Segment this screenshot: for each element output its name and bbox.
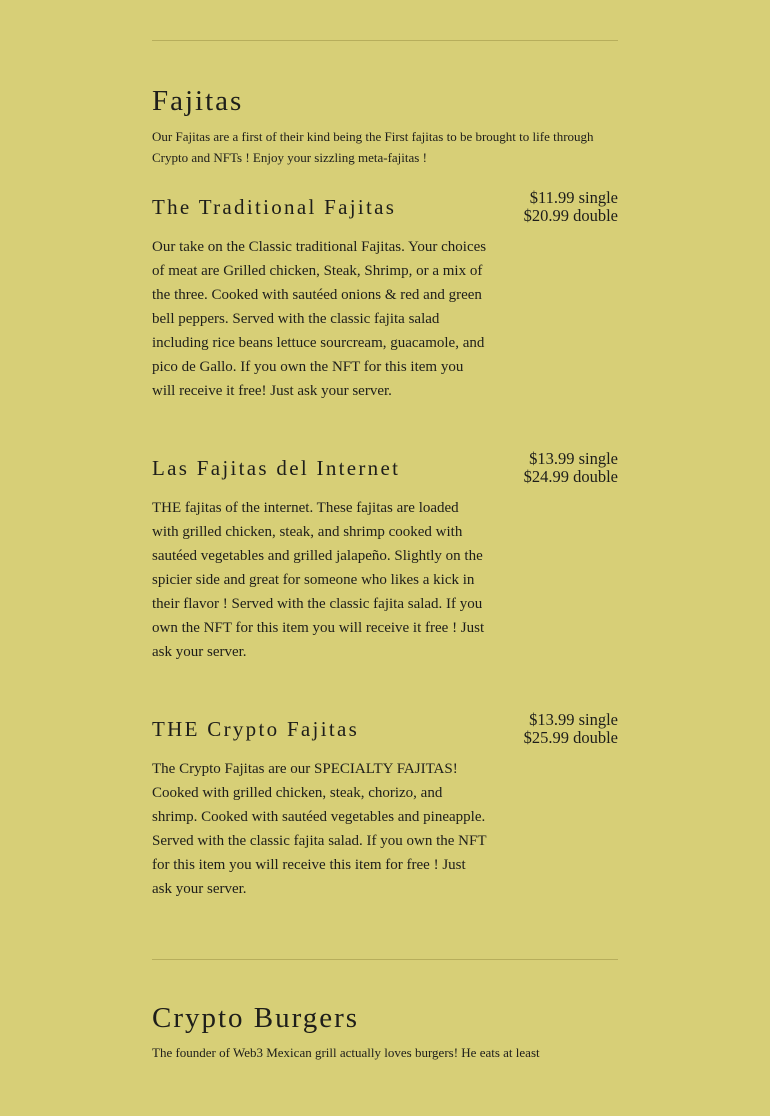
menu-item-prices bbox=[524, 189, 618, 225]
menu-item-prices bbox=[524, 450, 618, 486]
menu-item-traditional-fajitas bbox=[152, 188, 618, 403]
section-divider bbox=[152, 959, 618, 960]
section-title: Fajitas bbox=[152, 85, 244, 117]
section-crypto-burgers bbox=[152, 1002, 618, 1063]
price-single: $11.99 single bbox=[529, 188, 618, 207]
price-double: $25.99 double bbox=[523, 728, 618, 747]
menu-item-description: Our take on the Classic traditional Fajitas. Your choices of meat are Grilled chicken, Steak, Shrimp, or a mix of the three. Cooked with sautéed onions & red and green bell peppers. Served with the classic fajita salad including rice beans lettuce sourcream, guacamole, and pico de Gallo. If you own the NFT for this item you will receive it free! Just ask your server. bbox=[152, 239, 487, 399]
menu-item-name: THE Crypto Fajitas bbox=[152, 717, 360, 741]
section-divider bbox=[152, 40, 618, 41]
price-single: $13.99 single bbox=[529, 449, 618, 468]
price-single: $13.99 single bbox=[529, 710, 618, 729]
menu-item-prices bbox=[524, 711, 618, 747]
menu-item-name: Las Fajitas del Internet bbox=[152, 456, 401, 480]
menu-item-crypto-fajitas bbox=[152, 710, 618, 901]
menu-item-description: THE fajitas of the internet. These fajitas are loaded with grilled chicken, steak, and shrimp cooked with sautéed vegetables and grilled jalapeño. Slightly on the spicier side and great for someone who likes a kick in their flavor ! Served with the classic fajita salad. If you own the NFT for this item you will receive it free ! Just ask your server. bbox=[152, 500, 485, 660]
section-title: Crypto Burgers bbox=[152, 1002, 360, 1034]
menu-item-name: The Traditional Fajitas bbox=[152, 195, 397, 219]
menu-content bbox=[152, 0, 618, 1063]
section-description: Our Fajitas are a first of their kind being the First fajitas to be brought to life through Crypto and NFTs ! Enjoy your sizzling meta-fajitas ! bbox=[152, 129, 594, 165]
price-double: $20.99 double bbox=[523, 206, 618, 225]
section-description: The founder of Web3 Mexican grill actually loves burgers! He eats at least bbox=[152, 1045, 540, 1060]
menu-item-fajitas-del-internet bbox=[152, 449, 618, 664]
menu-item-description: The Crypto Fajitas are our SPECIALTY FAJITAS! Cooked with grilled chicken, steak, chorizo, and shrimp. Cooked with sautéed vegetables and pineapple. Served with the classic fajita salad. If you own the NFT for this item you will receive this item for free ! Just ask your server. bbox=[152, 761, 487, 897]
section-fajitas bbox=[152, 85, 618, 901]
price-double: $24.99 double bbox=[523, 467, 618, 486]
